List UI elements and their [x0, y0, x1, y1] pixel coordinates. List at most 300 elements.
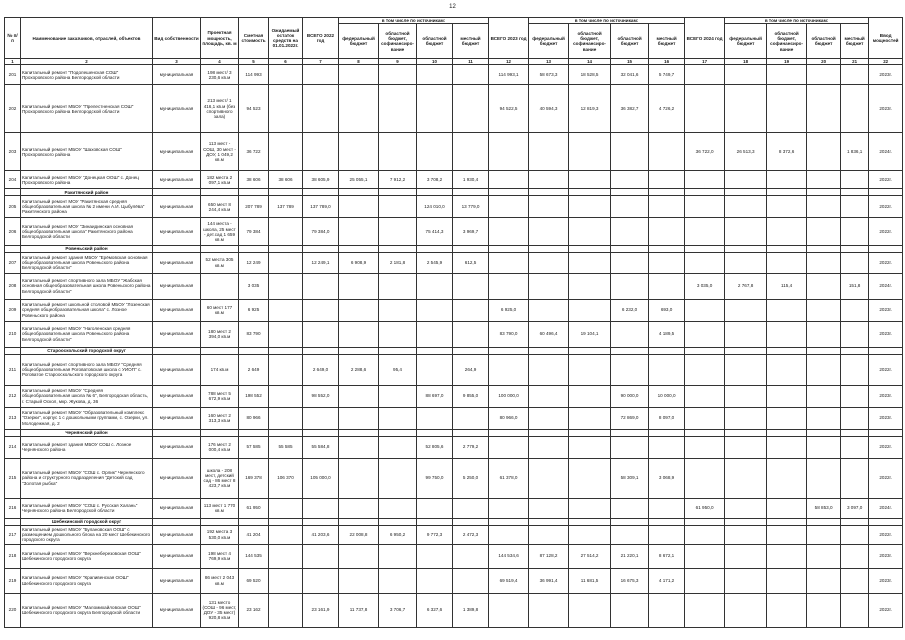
- expected-balance-cell: [269, 65, 303, 85]
- empty-cell: [767, 347, 807, 354]
- local-2024-cell: [841, 196, 869, 218]
- regional-cofinancing-2024-cell: [767, 171, 807, 189]
- federal-2024-cell: 26 513,3: [725, 133, 767, 171]
- federal-2023-cell: 36 991,4: [529, 568, 569, 593]
- empty-cell: [569, 518, 611, 525]
- total-2024-cell: [685, 321, 725, 347]
- row-number-cell: 209: [5, 299, 21, 321]
- capacity-cell: 113 мест - СОШ, 30 мест - ДОУ, 1 049,2 кв.м: [201, 133, 239, 171]
- section-title: Ровеньский район: [21, 246, 153, 252]
- regional-2022-cell: 2 545,9: [417, 252, 453, 273]
- federal-2022-cell: [339, 498, 379, 518]
- local-2024-cell: [841, 171, 869, 189]
- regional-2023-cell: [611, 196, 649, 218]
- section-row: [5, 189, 903, 196]
- expected-balance-cell: [269, 525, 303, 544]
- regional-2023-cell: [611, 354, 649, 385]
- object-name-cell: Капитальный ремонт МОУ "Зинаидинская основная общеобразовательная школа" Ракитянского района Белгородской области: [21, 218, 153, 246]
- estimated-cost-cell: 41 204: [239, 525, 269, 544]
- capacity-cell: 52 места 305 кв.м: [201, 252, 239, 273]
- header-capacity: Проектная мощность, площадь, кв. м: [201, 18, 239, 59]
- federal-2023-cell: [529, 354, 569, 385]
- regional-2023-cell: [611, 252, 649, 273]
- total-2023-cell: 6 925,0: [489, 299, 529, 321]
- local-2024-cell: 1 836,1: [841, 133, 869, 171]
- estimated-cost-cell: 79 384: [239, 218, 269, 246]
- federal-2022-cell: 25 055,1: [339, 171, 379, 189]
- empty-cell: [303, 189, 339, 196]
- regional-cofinancing-2023-cell: [569, 252, 611, 273]
- total-2022-cell: 55 584,8: [303, 436, 339, 458]
- total-2024-cell: [685, 171, 725, 189]
- commissioning-cell: 2024г.: [869, 273, 903, 299]
- total-2024-cell: [685, 385, 725, 407]
- row-number-cell: 215: [5, 458, 21, 498]
- table-row: [5, 436, 903, 458]
- ownership-cell: муниципальная: [153, 498, 201, 518]
- empty-cell: [685, 518, 725, 525]
- expected-balance-cell: 137 789: [269, 196, 303, 218]
- total-2024-cell: [685, 65, 725, 85]
- header-no: № п/п: [5, 18, 21, 59]
- estimated-cost-cell: 114 993: [239, 65, 269, 85]
- local-2022-cell: [453, 85, 489, 133]
- row-number-cell: 201: [5, 65, 21, 85]
- header-regional-cofinancing-2022: областной бюджет, софинансиро-вание: [379, 24, 417, 59]
- header-total-2022: ВСЕГО 2022 год: [303, 18, 339, 59]
- local-2024-cell: 151,8: [841, 273, 869, 299]
- local-2023-cell: [649, 436, 685, 458]
- capacity-cell: 788 мест 5 672,9 кв.м: [201, 385, 239, 407]
- local-2023-cell: 4 171,2: [649, 568, 685, 593]
- row-number-cell: 211: [5, 354, 21, 385]
- regional-2022-cell: 75 414,3: [417, 218, 453, 246]
- row-number-cell: 213: [5, 407, 21, 429]
- object-name-cell: Капитальный ремонт МОУ "Ракитянская средняя общеобразовательная школа № 2 имени А.И. Цыбулёва" Ракитянского района: [21, 196, 153, 218]
- regional-cofinancing-2023-cell: [569, 436, 611, 458]
- regional-cofinancing-2022-cell: [379, 498, 417, 518]
- table-row: [5, 273, 903, 299]
- local-2024-cell: 3 097,0: [841, 498, 869, 518]
- regional-2022-cell: [417, 568, 453, 593]
- header-local-2024: местный бюджет: [841, 24, 869, 59]
- table-row: [5, 354, 903, 385]
- empty-cell: [569, 347, 611, 354]
- estimated-cost-cell: 23 162: [239, 593, 269, 627]
- column-number: 17: [685, 59, 725, 65]
- capacity-cell: 144 места - школа, 25 мест - дет.сад 1 659 кв.м: [201, 218, 239, 246]
- table-row: [5, 252, 903, 273]
- local-2022-cell: [453, 321, 489, 347]
- regional-cofinancing-2022-cell: [379, 196, 417, 218]
- federal-2023-cell: 87 128,2: [529, 544, 569, 568]
- empty-cell: [5, 189, 21, 196]
- regional-2023-cell: [611, 218, 649, 246]
- regional-cofinancing-2022-cell: [379, 299, 417, 321]
- regional-cofinancing-2024-cell: 8 372,6: [767, 133, 807, 171]
- empty-cell: [239, 189, 269, 196]
- regional-cofinancing-2022-cell: [379, 407, 417, 429]
- row-number-cell: 202: [5, 85, 21, 133]
- regional-2023-cell: [611, 321, 649, 347]
- regional-2024-cell: [807, 196, 841, 218]
- total-2023-cell: 80 966,0: [489, 407, 529, 429]
- federal-2024-cell: [725, 252, 767, 273]
- federal-2022-cell: [339, 65, 379, 85]
- object-name-cell: Капитальный ремонт МБОУ "Булановская ООШ" с размещением дошкольного блока на 20 мест Шебекинского городского округа: [21, 525, 153, 544]
- regional-2023-cell: 90 000,0: [611, 385, 649, 407]
- header-regional-2022: областной бюджет: [417, 24, 453, 59]
- estimated-cost-cell: 61 950: [239, 498, 269, 518]
- federal-2023-cell: [529, 385, 569, 407]
- commissioning-cell: 2023г.: [869, 385, 903, 407]
- table-row: [5, 218, 903, 246]
- estimated-cost-cell: 6 925: [239, 299, 269, 321]
- regional-cofinancing-2024-cell: [767, 354, 807, 385]
- budget-table: [4, 17, 903, 628]
- local-2022-cell: [453, 65, 489, 85]
- total-2023-cell: 83 790,0: [489, 321, 529, 347]
- total-2024-cell: [685, 593, 725, 627]
- regional-cofinancing-2024-cell: [767, 321, 807, 347]
- federal-2023-cell: [529, 458, 569, 498]
- expected-balance-cell: [269, 385, 303, 407]
- empty-cell: [239, 429, 269, 436]
- local-2022-cell: 1 930,4: [453, 171, 489, 189]
- regional-cofinancing-2023-cell: [569, 458, 611, 498]
- empty-cell: [489, 347, 529, 354]
- total-2024-cell: [685, 407, 725, 429]
- empty-cell: [417, 429, 453, 436]
- local-2022-cell: [453, 568, 489, 593]
- empty-cell: [201, 518, 239, 525]
- empty-cell: [569, 429, 611, 436]
- empty-cell: [417, 518, 453, 525]
- column-number: 2: [21, 59, 153, 65]
- regional-cofinancing-2024-cell: [767, 196, 807, 218]
- regional-cofinancing-2022-cell: [379, 273, 417, 299]
- federal-2023-cell: [529, 299, 569, 321]
- federal-2022-cell: [339, 133, 379, 171]
- section-row: [5, 347, 903, 354]
- commissioning-cell: 2024г.: [869, 133, 903, 171]
- regional-2024-cell: [807, 171, 841, 189]
- expected-balance-cell: [269, 299, 303, 321]
- regional-cofinancing-2022-cell: [379, 85, 417, 133]
- regional-2024-cell: [807, 544, 841, 568]
- estimated-cost-cell: 169 378: [239, 458, 269, 498]
- local-2023-cell: 4 189,5: [649, 321, 685, 347]
- table-row: [5, 196, 903, 218]
- empty-cell: [453, 518, 489, 525]
- object-name-cell: Капитальный ремонт МБОУ "Прелестненская СОШ" Прохоровского района Белгородской области: [21, 85, 153, 133]
- object-name-cell: Капитальный ремонт МБОУ "Шаховская СОШ" Прохоровского района: [21, 133, 153, 171]
- header-sources-2023: в том числе по источникам:: [529, 18, 685, 24]
- regional-cofinancing-2022-cell: [379, 568, 417, 593]
- total-2022-cell: 98 552,0: [303, 385, 339, 407]
- total-2022-cell: 105 000,0: [303, 458, 339, 498]
- ownership-cell: муниципальная: [153, 407, 201, 429]
- total-2022-cell: 38 605,9: [303, 171, 339, 189]
- regional-2022-cell: [417, 407, 453, 429]
- local-2023-cell: [649, 171, 685, 189]
- ownership-cell: муниципальная: [153, 85, 201, 133]
- column-number: 10: [417, 59, 453, 65]
- commissioning-cell: 2023г.: [869, 544, 903, 568]
- federal-2023-cell: [529, 218, 569, 246]
- capacity-cell: 213 мест/ 1 416,1 кв.м (без спортивного зала): [201, 85, 239, 133]
- local-2022-cell: [453, 133, 489, 171]
- regional-2023-cell: [611, 273, 649, 299]
- capacity-cell: 176 мест 2 000,4 кв.м: [201, 436, 239, 458]
- regional-2024-cell: [807, 407, 841, 429]
- total-2023-cell: 100 000,0: [489, 385, 529, 407]
- local-2024-cell: [841, 354, 869, 385]
- federal-2024-cell: [725, 498, 767, 518]
- regional-cofinancing-2023-cell: [569, 407, 611, 429]
- federal-2024-cell: [725, 299, 767, 321]
- total-2022-cell: [303, 544, 339, 568]
- header-name: Наименование заказчиков, отраслей, объектов: [21, 18, 153, 59]
- total-2022-cell: [303, 568, 339, 593]
- regional-cofinancing-2024-cell: [767, 544, 807, 568]
- regional-2024-cell: [807, 593, 841, 627]
- regional-2023-cell: [611, 498, 649, 518]
- empty-cell: [725, 189, 767, 196]
- header-sources-2024: в том числе по источникам:: [725, 18, 869, 24]
- regional-2022-cell: [417, 299, 453, 321]
- local-2024-cell: [841, 458, 869, 498]
- regional-cofinancing-2024-cell: [767, 568, 807, 593]
- regional-2022-cell: [417, 498, 453, 518]
- ownership-cell: муниципальная: [153, 568, 201, 593]
- estimated-cost-cell: 3 035: [239, 273, 269, 299]
- commissioning-cell: 2023г.: [869, 65, 903, 85]
- regional-cofinancing-2022-cell: [379, 436, 417, 458]
- commissioning-cell: 2022г.: [869, 218, 903, 246]
- commissioning-cell: 2023г.: [869, 299, 903, 321]
- regional-2023-cell: [611, 525, 649, 544]
- regional-cofinancing-2024-cell: [767, 218, 807, 246]
- empty-cell: [303, 518, 339, 525]
- local-2022-cell: 13 779,0: [453, 196, 489, 218]
- commissioning-cell: 2023г.: [869, 85, 903, 133]
- regional-cofinancing-2023-cell: [569, 593, 611, 627]
- regional-cofinancing-2022-cell: [379, 385, 417, 407]
- column-number: 16: [649, 59, 685, 65]
- empty-cell: [489, 189, 529, 196]
- local-2022-cell: [453, 544, 489, 568]
- capacity-cell: 174 кв.м: [201, 354, 239, 385]
- row-number-cell: 204: [5, 171, 21, 189]
- empty-cell: [807, 347, 841, 354]
- expected-balance-cell: [269, 273, 303, 299]
- section-row: [5, 518, 903, 525]
- federal-2023-cell: [529, 525, 569, 544]
- empty-cell: [489, 429, 529, 436]
- empty-cell: [269, 347, 303, 354]
- capacity-cell: [201, 273, 239, 299]
- empty-cell: [489, 518, 529, 525]
- regional-cofinancing-2022-cell: 95,4: [379, 354, 417, 385]
- regional-cofinancing-2023-cell: 12 819,3: [569, 85, 611, 133]
- capacity-cell: 182 места 2 097,1 кв.м: [201, 171, 239, 189]
- local-2024-cell: [841, 218, 869, 246]
- column-number: 8: [339, 59, 379, 65]
- object-name-cell: Капитальный ремонт здания МБОУ "Ерёмовская основная общеобразовательная школа Ровеньского района Белгородской области": [21, 252, 153, 273]
- empty-cell: [649, 429, 685, 436]
- object-name-cell: Капитальный ремонт спортивного зала МБОУ "Жабская основная общеобразовательная школа Ровеньского района Белгородской области": [21, 273, 153, 299]
- total-2023-cell: [489, 354, 529, 385]
- empty-cell: [5, 429, 21, 436]
- column-number: 18: [725, 59, 767, 65]
- capacity-cell: 60 мест 177 кв.м: [201, 299, 239, 321]
- expected-balance-cell: [269, 133, 303, 171]
- header-regional-cofinancing-2024: областной бюджет, софинансиро-вание: [767, 24, 807, 59]
- total-2022-cell: 12 249,1: [303, 252, 339, 273]
- federal-2023-cell: [529, 133, 569, 171]
- empty-cell: [685, 429, 725, 436]
- estimated-cost-cell: 57 585: [239, 436, 269, 458]
- section-row: [5, 429, 903, 436]
- section-title: Чернянский район: [21, 429, 153, 436]
- empty-cell: [649, 518, 685, 525]
- regional-cofinancing-2023-cell: 19 104,1: [569, 321, 611, 347]
- regional-cofinancing-2024-cell: [767, 252, 807, 273]
- regional-2022-cell: [417, 544, 453, 568]
- ownership-cell: муниципальная: [153, 525, 201, 544]
- object-name-cell: Капитальный ремонт МБОУ "Образовательный комплекс "Озерки", корпус 1 с дошкольными группами, с. Озерки, ул. Молодежная, д. 2: [21, 407, 153, 429]
- total-2024-cell: 61 950,0: [685, 498, 725, 518]
- header-commissioning: Ввод мощностей: [869, 18, 903, 59]
- regional-cofinancing-2024-cell: [767, 593, 807, 627]
- total-2024-cell: [685, 544, 725, 568]
- header-federal-2022: федеральный бюджет: [339, 24, 379, 59]
- column-number: 6: [269, 59, 303, 65]
- local-2022-cell: [453, 407, 489, 429]
- total-2022-cell: [303, 321, 339, 347]
- empty-cell: [807, 429, 841, 436]
- expected-balance-cell: [269, 321, 303, 347]
- header-federal-2024: федеральный бюджет: [725, 24, 767, 59]
- capacity-cell: 192 места 3 530,0 кв.м: [201, 525, 239, 544]
- expected-balance-cell: [269, 407, 303, 429]
- empty-cell: [841, 347, 869, 354]
- federal-2022-cell: 2 288,6: [339, 354, 379, 385]
- column-number: 19: [767, 59, 807, 65]
- empty-cell: [5, 518, 21, 525]
- regional-2022-cell: 88 697,0: [417, 385, 453, 407]
- federal-2024-cell: [725, 65, 767, 85]
- regional-cofinancing-2022-cell: 7 912,2: [379, 171, 417, 189]
- row-number-cell: 203: [5, 133, 21, 171]
- federal-2022-cell: [339, 196, 379, 218]
- regional-2023-cell: 16 675,3: [611, 568, 649, 593]
- table-row: [5, 458, 903, 498]
- regional-cofinancing-2023-cell: [569, 525, 611, 544]
- regional-2024-cell: [807, 458, 841, 498]
- regional-cofinancing-2023-cell: [569, 171, 611, 189]
- total-2024-cell: [685, 354, 725, 385]
- expected-balance-cell: [269, 498, 303, 518]
- federal-2024-cell: [725, 171, 767, 189]
- federal-2023-cell: [529, 593, 569, 627]
- empty-cell: [767, 189, 807, 196]
- empty-cell: [869, 347, 903, 354]
- empty-cell: [453, 429, 489, 436]
- federal-2024-cell: [725, 354, 767, 385]
- ownership-cell: муниципальная: [153, 544, 201, 568]
- empty-cell: [239, 518, 269, 525]
- expected-balance-cell: [269, 593, 303, 627]
- regional-2024-cell: 58 853,0: [807, 498, 841, 518]
- header-local-2023: местный бюджет: [649, 24, 685, 59]
- local-2023-cell: [649, 196, 685, 218]
- regional-2024-cell: [807, 436, 841, 458]
- local-2024-cell: [841, 593, 869, 627]
- federal-2024-cell: [725, 85, 767, 133]
- empty-cell: [339, 347, 379, 354]
- local-2023-cell: 4 726,2: [649, 85, 685, 133]
- local-2023-cell: 5 749,7: [649, 65, 685, 85]
- local-2024-cell: [841, 385, 869, 407]
- federal-2023-cell: [529, 498, 569, 518]
- table-header: [5, 18, 903, 65]
- regional-2022-cell: 6 327,6: [417, 593, 453, 627]
- empty-cell: [5, 347, 21, 354]
- expected-balance-cell: [269, 252, 303, 273]
- federal-2023-cell: 58 673,3: [529, 65, 569, 85]
- commissioning-cell: 2022г.: [869, 458, 903, 498]
- regional-2022-cell: 99 750,0: [417, 458, 453, 498]
- empty-cell: [529, 189, 569, 196]
- regional-2022-cell: 124 010,0: [417, 196, 453, 218]
- federal-2022-cell: 6 908,9: [339, 252, 379, 273]
- regional-cofinancing-2023-cell: 18 528,5: [569, 65, 611, 85]
- federal-2023-cell: 40 594,3: [529, 85, 569, 133]
- regional-2022-cell: 3 708,2: [417, 171, 453, 189]
- federal-2024-cell: [725, 407, 767, 429]
- column-number: 12: [489, 59, 529, 65]
- federal-2022-cell: 11 737,8: [339, 593, 379, 627]
- federal-2022-cell: [339, 436, 379, 458]
- total-2024-cell: [685, 196, 725, 218]
- estimated-cost-cell: 38 606: [239, 171, 269, 189]
- regional-2023-cell: 58 309,1: [611, 458, 649, 498]
- empty-cell: [201, 189, 239, 196]
- row-number-cell: 214: [5, 436, 21, 458]
- table-row: [5, 133, 903, 171]
- estimated-cost-cell: 69 520: [239, 568, 269, 593]
- federal-2023-cell: [529, 436, 569, 458]
- commissioning-cell: 2023г.: [869, 321, 903, 347]
- capacity-cell: 113 мест 1 770 кв.м: [201, 498, 239, 518]
- federal-2022-cell: [339, 273, 379, 299]
- local-2024-cell: [841, 407, 869, 429]
- object-name-cell: Капитальный ремонт МБОУ "СОШ с. Орлик" Чернянского района и структурного подразделения "Детский сад "Золотая рыбка": [21, 458, 153, 498]
- federal-2022-cell: [339, 321, 379, 347]
- total-2022-cell: [303, 498, 339, 518]
- empty-cell: [453, 347, 489, 354]
- empty-cell: [339, 518, 379, 525]
- expected-balance-cell: 106 370: [269, 458, 303, 498]
- federal-2024-cell: [725, 196, 767, 218]
- total-2023-cell: [489, 252, 529, 273]
- empty-cell: [153, 518, 201, 525]
- total-2024-cell: [685, 436, 725, 458]
- local-2022-cell: [453, 498, 489, 518]
- empty-cell: [807, 518, 841, 525]
